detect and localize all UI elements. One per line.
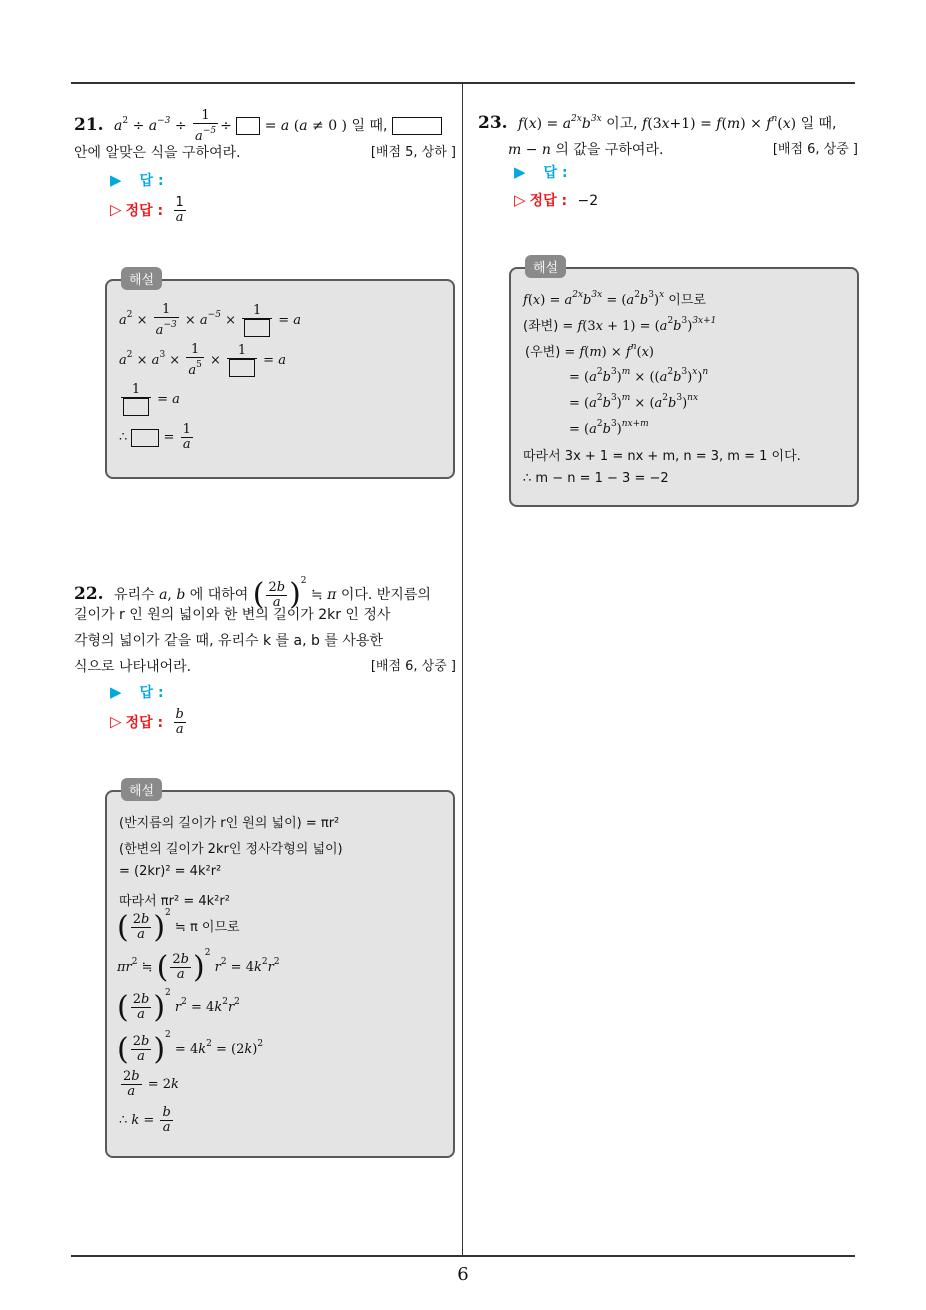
solution-tag: 해설 — [121, 267, 162, 290]
problem-text: 식으로 나타내어라. — [74, 659, 192, 675]
blank-box — [392, 117, 442, 135]
outline-triangle-icon: ▷ — [110, 712, 122, 731]
problem-number: 23. — [478, 113, 508, 133]
outline-triangle-icon: ▷ — [514, 191, 526, 209]
correct-answer: ▷ 정답 : $\frac{1}{a}$ — [110, 195, 184, 225]
problem-number: 22. — [74, 584, 104, 604]
column-divider — [462, 83, 463, 1256]
problem-22: 22. 유리수 a, b 에 대하여 ( $\frac{2b}{a}$ )$^2$ ≒ π 이다. 반지름의 길이가 r 인 원의 넓이와 한 변의 길이가 2kr 인 정사 각형의 넓이가 같을 때, 유리수 k 를 a, b 를 사용한 식으로 나타내어라. [배점 6, 상중 ] — [74, 568, 456, 680]
blank-box — [236, 117, 260, 135]
problem-number: 21. — [74, 115, 104, 135]
solution-tag: 해설 — [121, 778, 162, 801]
bottom-rule — [71, 1255, 855, 1257]
problem-text: 안에 알맞은 식을 구하여라. — [74, 145, 241, 161]
problem-text: 각형의 넓이가 같을 때, 유리수 k 를 a, b 를 사용한 — [74, 633, 383, 649]
problem-text: 의 값을 구하여라. — [555, 142, 664, 158]
answer-line: ▶ 답 : — [514, 163, 568, 181]
answer-line: ▶ 답 : — [110, 683, 164, 701]
problem-text: 길이가 r 인 원의 넓이와 한 변의 길이가 2kr 인 정사 — [74, 607, 391, 623]
solution-box-21: 해설 $a^2$ × $\frac{1}{a^{-3}}$ × $a^{-5}$ × 1 = a $a^2 \times a^3$ × $\frac{1}{a^5}$ × 1 = a 1 = a ∴ = $\frac{1}{a}$ — [105, 279, 455, 479]
problem-23: 23. $f(x) = a^{2x}b^{3x}$ 이고, $f(3x+1) = f(m) \times f^n(x)$ 일 때, m − n 의 값을 구하여라. [배점 6, 상중 ] — [478, 106, 858, 163]
score-label: [배점 6, 상중 ] — [370, 659, 456, 674]
top-rule — [71, 82, 855, 84]
problem-21: 21. $a^2 \div a^{-3}$ ÷ $\frac{1}{a^{-5}}$ ÷ = a (a ≠ 0 ) 일 때, 안에 알맞은 식을 구하여라. [배점 5, 상하 ] — [74, 108, 456, 166]
play-icon: ▶ — [110, 171, 122, 189]
play-icon: ▶ — [514, 163, 526, 181]
answer-line: ▶ 답 : — [110, 171, 164, 189]
page-number: 6 — [457, 1264, 469, 1285]
score-label: [배점 6, 상중 ] — [772, 142, 858, 157]
solution-box-23: 해설 $f(x) = a^{2x}b^{3x} = (a^2b^3)^x$ 이므로 (좌변) = $f(3x + 1) = (a^2b^3)^{3x+1}$ (우변) = $f(m) \times f^n(x)$ = $(a^2b^3)^m \times ((a^2b^3)^x)^n$ = $(a^2b^3)^m \times (a^2b^3)^{nx}$ = $(a^2b^3)^{nx+m}$ 따라서 3x + 1 = nx + m, n = 3, m = 1 이다. ∴ m − n = 1 − 3 = −2 — [509, 267, 859, 507]
solution-tag: 해설 — [525, 255, 566, 278]
solution-box-22: 해설 (반지름의 길이가 r인 원의 넓이) = πr² (한변의 길이가 2kr인 정사각형의 넓이) = (2kr)² = 4k²r² 따라서 πr² = 4k²r² ( $\frac{2b}{a}$ )$^2$ ≒ π 이므로 $\pi r^2$ ≒ ( $\frac{2b}{a}$ )$^2$ $r^2 = 4k^2r^2$ ( $\frac{2b}{a}$ )$^2$ $r^2 = 4k^2r^2$ ( $\frac{2b}{a}$ )$^2 = 4k^2 = (2k)^2$ $\frac{2b}{a}$ = 2k ∴ k = $\frac{b}{a}$ — [105, 790, 455, 1158]
play-icon: ▶ — [110, 683, 122, 701]
outline-triangle-icon: ▷ — [110, 200, 122, 219]
correct-answer: ▷ 정답 : $\frac{b}{a}$ — [110, 707, 184, 737]
score-label: [배점 5, 상하 ] — [370, 145, 456, 160]
correct-answer: ▷ 정답 : −2 — [514, 191, 599, 209]
